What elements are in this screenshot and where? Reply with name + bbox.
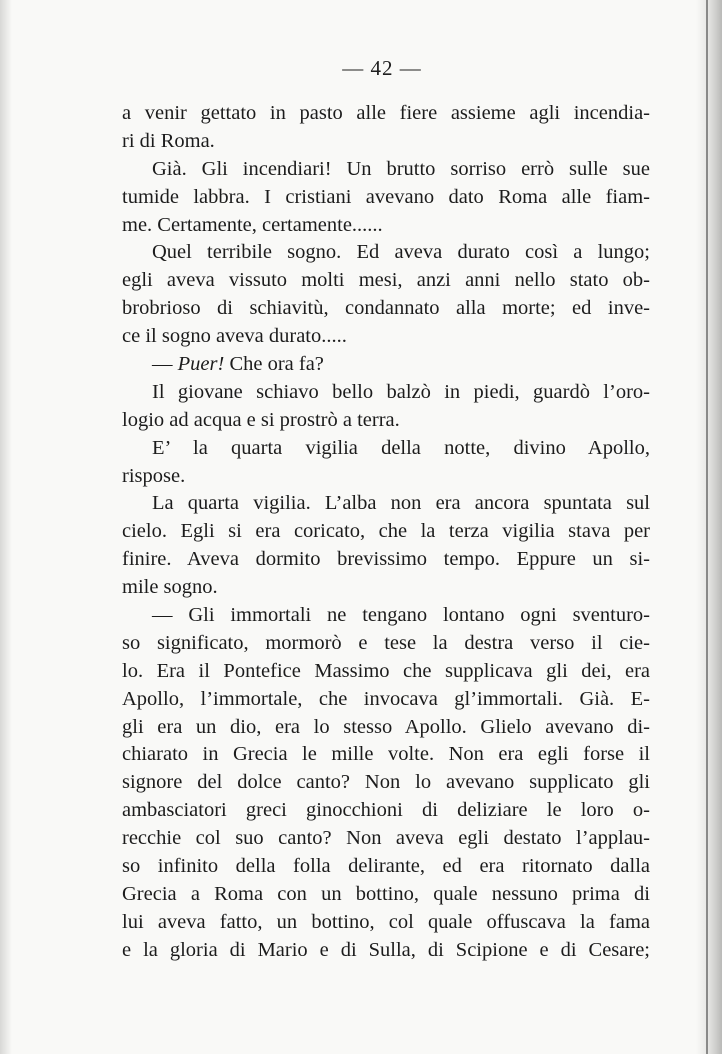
text-line: a venir gettato in pasto alle fiere assieme agli incendia- (122, 102, 650, 124)
text-line: ri di Roma. (122, 129, 215, 152)
page-right-shadow (696, 0, 722, 1054)
text-line: chiarato in Grecia le mille volte. Non era egli forse il (122, 743, 650, 766)
text-line: La quarta vigilia. L’alba non era ancora spuntata sul (152, 492, 650, 515)
text-line: gli era un dio, era lo stesso Apollo. Glielo avevano di- (122, 715, 650, 738)
text-line: Già. Gli incendiari! Un brutto sorriso errò sulle sue (152, 157, 650, 180)
text-line: cielo. Egli si era coricato, che la terza vigilia stava per (122, 520, 650, 543)
text-line: E’ la quarta vigilia della notte, divino Apollo, (152, 436, 650, 459)
page-left-shadow (0, 0, 12, 1054)
text-line: signore del dolce canto? Non lo avevano supplicato gli (122, 771, 650, 794)
text-line: finire. Aveva dormito brevissimo tempo. Eppure un si- (122, 548, 650, 571)
text-line: Grecia a Roma con un bottino, quale nessuno prima di (122, 882, 650, 905)
dialogue-dash: — (152, 353, 178, 376)
text-line: lui aveva fatto, un bottino, col quale offuscava la fama (122, 910, 650, 933)
text-line: rispose. (122, 464, 186, 487)
dialogue-text: Che ora fa? (224, 353, 324, 376)
text-line: Il giovane schiavo bello balzò in piedi, guardò l’oro- (152, 380, 650, 403)
text-line: mile sogno. (122, 576, 218, 599)
text-line: so significato, mormorò e tese la destra verso il cie- (122, 631, 650, 654)
text-line: Apollo, l’immortale, che invocava gl’immortali. Già. E- (122, 687, 650, 710)
page-number: — 42 — (342, 56, 422, 80)
text-line: tumide labbra. I cristiani avevano dato Roma alle fiam- (122, 185, 650, 208)
text-line: logio ad acqua e si prostrò a terra. (122, 408, 400, 431)
page-binding-edge (706, 0, 708, 1054)
text-line: so infinito della folla delirante, ed era ritornato dalla (122, 855, 650, 878)
text-line: egli aveva vissuto molti mesi, anzi anni nello stato ob- (122, 269, 650, 292)
text-line: brobrioso di schiavitù, condannato alla morte; ed inve- (122, 297, 650, 320)
text-line (122, 351, 650, 379)
text-line: ambasciatori greci ginocchioni di deliziare le loro o- (122, 799, 650, 822)
text-line: ce il sogno aveva durato..... (122, 325, 347, 348)
body-text (122, 100, 650, 965)
italic-word: Puer! (177, 353, 225, 376)
text-line: — Gli immortali ne tengano lontano ogni sventuro- (152, 604, 650, 627)
text-line: recchie col suo canto? Non aveva egli destato l’applau- (122, 827, 650, 850)
text-line: lo. Era il Pontefice Massimo che supplicava gli dei, era (122, 659, 650, 682)
text-line: me. Certamente, certamente...... (122, 213, 383, 236)
text-line: Quel terribile sogno. Ed aveva durato così a lungo; (152, 241, 650, 264)
text-line: e la gloria di Mario e di Sulla, di Scipione e di Cesare; (122, 938, 650, 961)
